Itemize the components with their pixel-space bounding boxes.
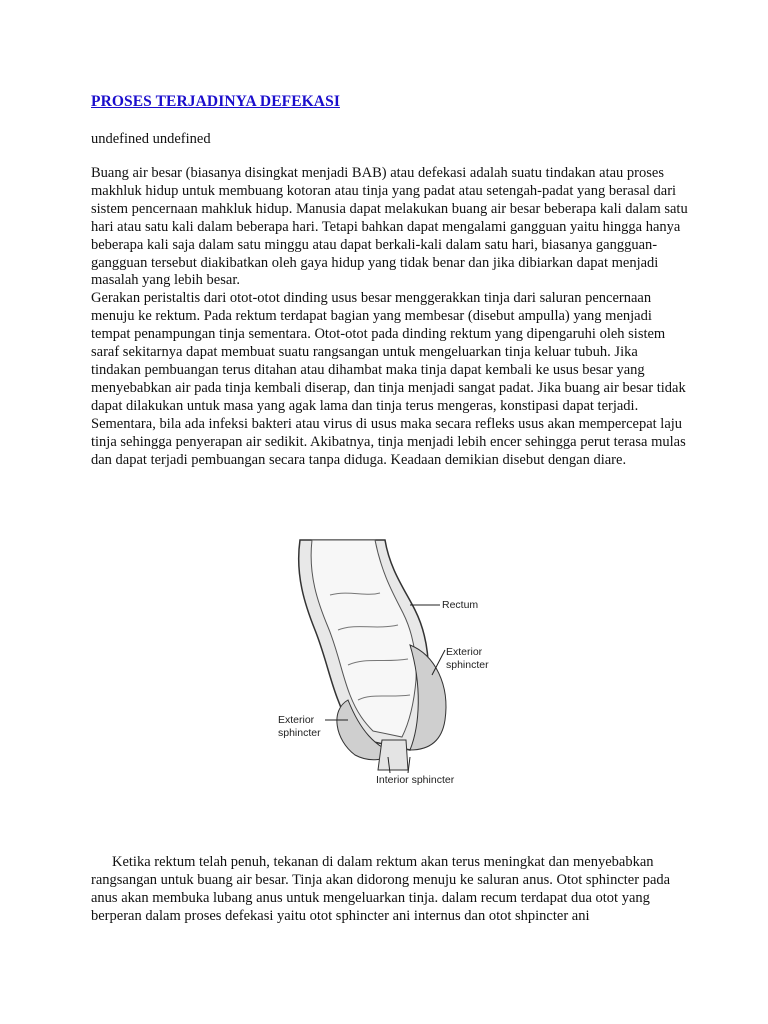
paragraph-1: Buang air besar (biasanya disingkat menjadi BAB) atau defekasi adalah suatu tindakan atau proses makhluk hidup untuk membuang kotoran atau tinja yang padat atau setengah-padat yang berasal dari sistem pencernaan mahkluk hidup. Manusia dapat melakukan buang air besar beberapa kali dalam satu hari atau satu kali dalam beberapa hari. Tetapi bahkan dapat mengalami gangguan yaitu hingga hanya beberapa kali saja dalam satu minggu atau dapat berkali-kali dalam satu hari, biasanya gangguan-gangguan tersebut diakibatkan oleh gaya hidup yang tidak benar dan jika dibiarkan dapat menjadi masalah yang lebih besar. bbox=[91, 165, 688, 289]
rectum-diagram bbox=[260, 535, 500, 790]
label-interior-sphincter: Interior sphincter bbox=[376, 774, 455, 786]
label-rectum: Rectum bbox=[442, 599, 479, 611]
label-exterior-sphincter-right-line1: Exterior bbox=[446, 646, 483, 658]
paragraph-2: Gerakan peristaltis dari otot-otot dinding usus besar menggerakkan tinja dari saluran pencernaan menuju ke rektum. Pada rektum terdapat bagian yang membesar (disebut ampulla) yang menjadi tempat penampungan tinja sementara. Otot-otot pada dinding rektum yang dipengaruhi oleh sistem saraf sekitarnya dapat membuat suatu rangsangan untuk mengeluarkan tinja keluar tubuh. Jika tindakan pembuangan terus ditahan atau dihambat maka tinja dapat kembali ke usus besar yang menyebabkan air pada tinja kembali diserap, dan tinja menjadi sangat padat. Jika buang air besar tidak dapat dilakukan untuk masa yang agak lama dan tinja terus mengeras, konstipasi dapat terjadi. Sementara, bila ada infeksi bakteri atau virus di usus maka secara refleks usus akan mempercepat laju tinja sehingga penyerapan air sedikit. Akibatnya, tinja menjadi lebih encer sehingga perut terasa mulas dan dapat terjadi pembuangan secara tanpa diduga. Keadaan demikian disebut dengan diare. bbox=[91, 290, 686, 468]
label-exterior-sphincter-left-line1: Exterior bbox=[278, 714, 315, 726]
document-title[interactable]: PROSES TERJADINYA DEFEKASI bbox=[91, 93, 340, 110]
document-subtitle: undefined undefined bbox=[91, 131, 211, 147]
rectum-illustration bbox=[260, 535, 500, 790]
paragraph-3: Ketika rektum telah penuh, tekanan di dalam rektum akan terus meningkat dan menyebabkan rangsangan untuk buang air besar. Tinja akan didorong menuju ke saluran anus. Otot sphincter pada anus akan membuka lubang anus untuk mengeluarkan tinja. dalam recum terdapat dua otot yang berperan dalam proses defekasi yaitu otot sphincter ani internus dan otot shpincter ani bbox=[91, 854, 671, 924]
body-text bbox=[91, 165, 691, 469]
label-exterior-sphincter-right-line2: sphincter bbox=[446, 659, 489, 671]
label-exterior-sphincter-left-line2: sphincter bbox=[278, 727, 321, 739]
